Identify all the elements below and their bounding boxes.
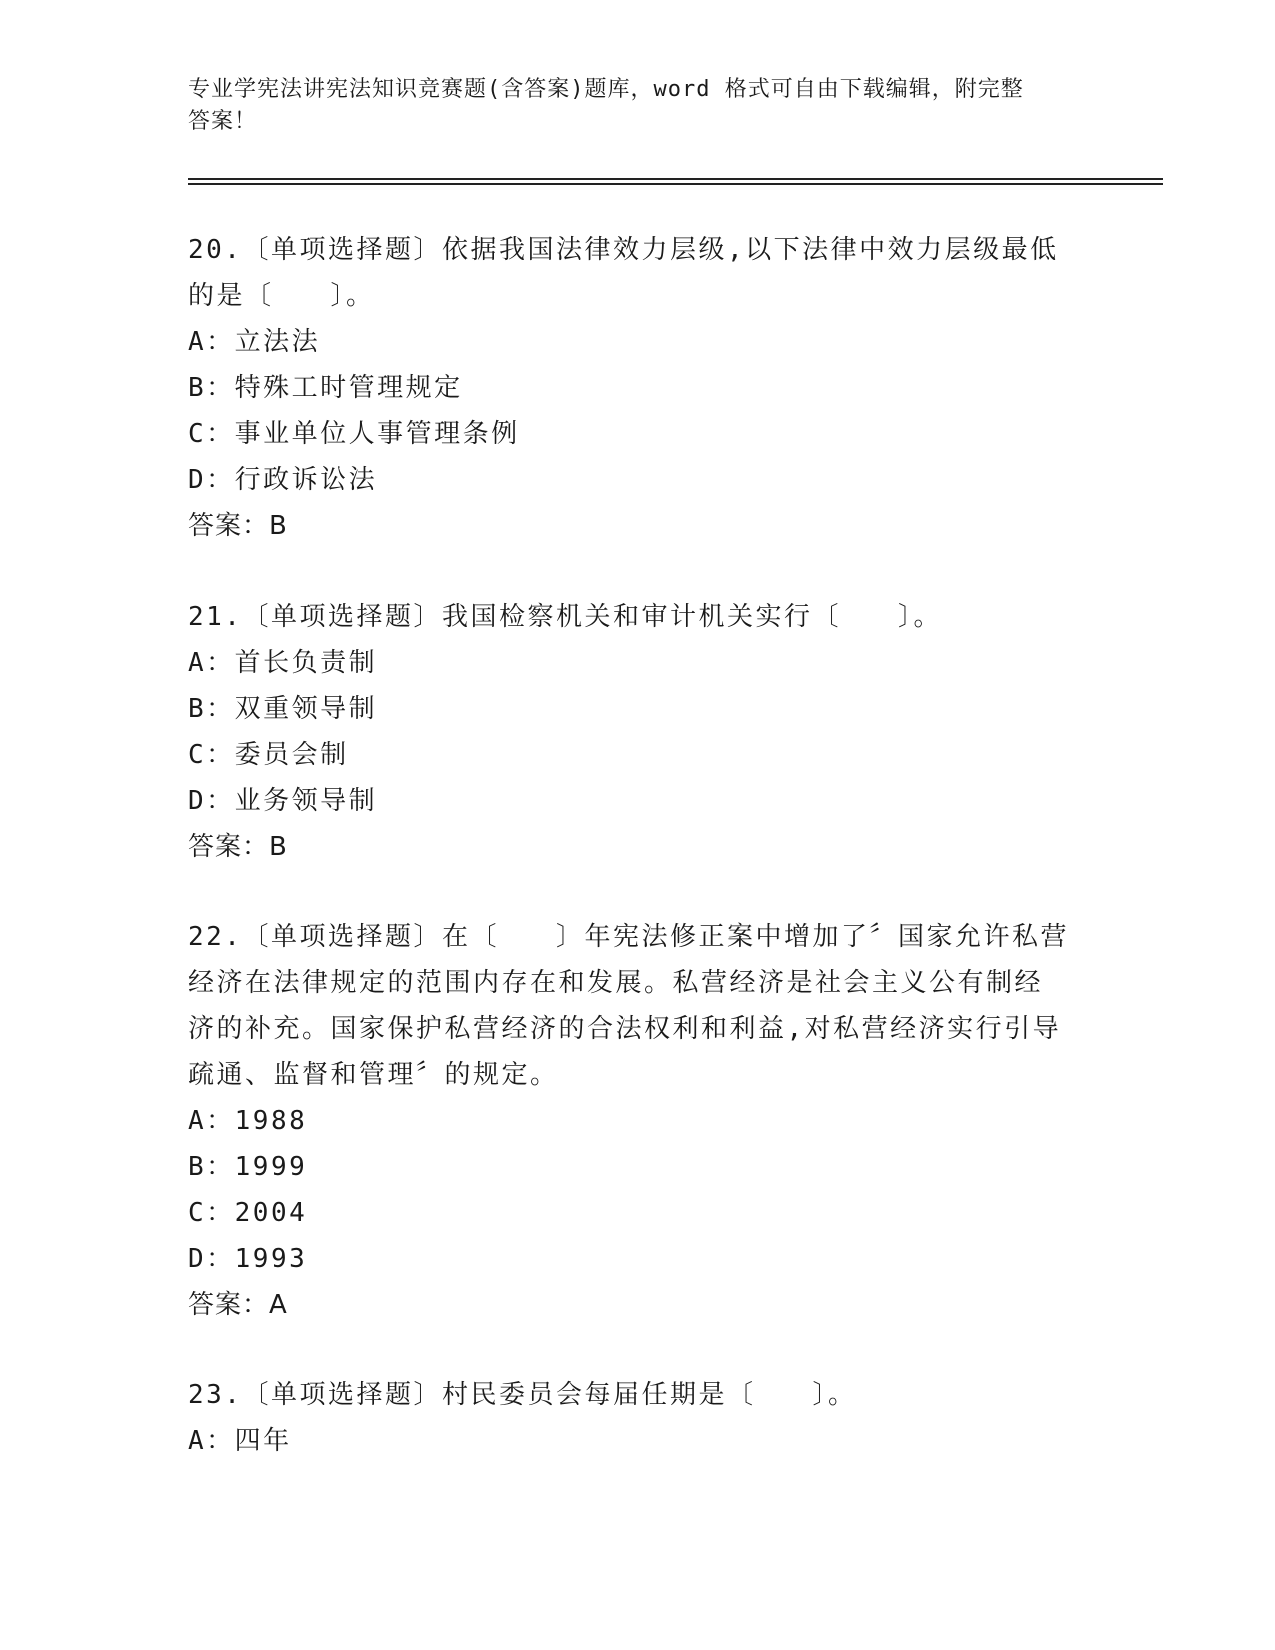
question-text-line: 20.〔单项选择题〕依据我国法律效力层级,以下法律中效力层级最低 — [188, 235, 1059, 265]
option-c: C：事业单位人事管理条例 — [188, 419, 520, 449]
question-text-line: 21.〔单项选择题〕我国检察机关和审计机关实行〔 〕。 — [188, 602, 942, 632]
header-line-1: 专业学宪法讲宪法知识竞赛题(含答案)题库，word 格式可自由下载编辑，附完整 — [188, 77, 1024, 102]
option-c: C：2004 — [188, 1198, 308, 1228]
question-22 — [188, 914, 1088, 1328]
header-line-2: 答案！ — [188, 109, 258, 134]
option-a: A：1988 — [188, 1106, 308, 1136]
option-d: D：业务领导制 — [188, 786, 378, 816]
option-b: B：双重领导制 — [188, 694, 378, 724]
option-c: C：委员会制 — [188, 740, 349, 770]
option-b: B：特殊工时管理规定 — [188, 373, 463, 403]
option-a: A：立法法 — [188, 327, 321, 357]
header-divider-top — [188, 178, 1163, 180]
answer: 答案：A — [188, 1290, 288, 1320]
question-text-line: 济的补充。国家保护私营经济的合法权利和利益,对私营经济实行引导 — [188, 1014, 1062, 1044]
question-text-line: 23.〔单项选择题〕村民委员会每届任期是〔 〕。 — [188, 1380, 857, 1410]
header-divider-bottom — [188, 183, 1163, 185]
question-text-line: 22.〔单项选择题〕在〔 〕年宪法修正案中增加了〞国家允许私营 — [188, 922, 1069, 952]
option-d: D：1993 — [188, 1244, 308, 1274]
document-header — [188, 74, 1088, 138]
question-21 — [188, 594, 1088, 870]
answer: 答案：B — [188, 511, 288, 541]
option-b: B：1999 — [188, 1152, 308, 1182]
question-20 — [188, 227, 1088, 549]
option-d: D：行政诉讼法 — [188, 465, 378, 495]
question-23 — [188, 1372, 1088, 1464]
answer: 答案：B — [188, 832, 288, 862]
option-a: A：首长负责制 — [188, 648, 378, 678]
option-a: A：四年 — [188, 1426, 292, 1456]
question-text-line: 的是〔 〕。 — [188, 281, 375, 311]
question-text-line: 经济在法律规定的范围内存在和发展。私营经济是社会主义公有制经 — [188, 968, 1044, 998]
question-text-line: 疏通、监督和管理〞的规定。 — [188, 1060, 559, 1090]
